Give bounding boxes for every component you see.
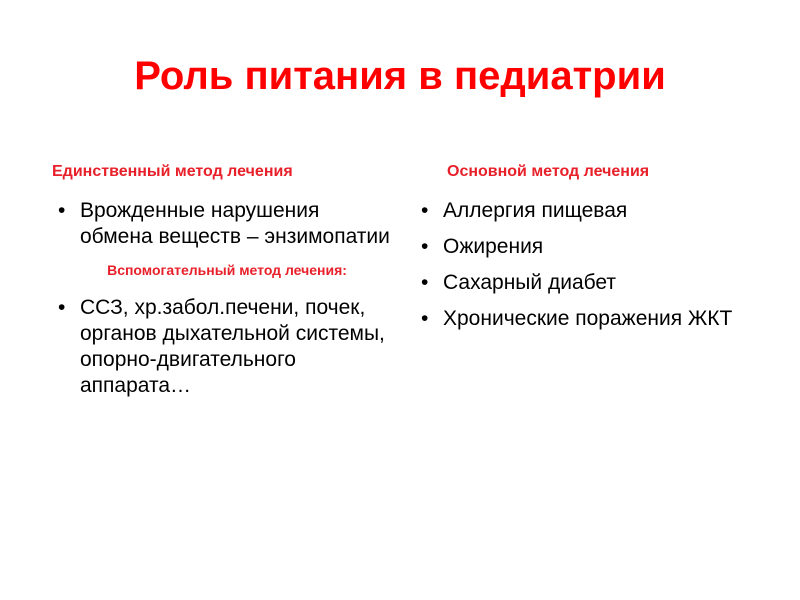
list-item bbox=[415, 306, 765, 332]
bullet-icon: • bbox=[421, 307, 429, 330]
list-item bbox=[415, 234, 765, 260]
list-item-text: Аллергия пищевая bbox=[443, 199, 628, 222]
list-item-text: Сахарный диабет bbox=[443, 271, 617, 294]
bullet-icon: • bbox=[421, 235, 429, 258]
left-sub-list bbox=[52, 295, 392, 399]
left-heading: Единственный метод лечения bbox=[52, 163, 293, 180]
bullet-icon: • bbox=[421, 199, 429, 222]
left-list bbox=[52, 198, 392, 250]
bullet-icon: • bbox=[421, 271, 429, 294]
list-item bbox=[52, 295, 392, 399]
list-item-text: Ожирения bbox=[443, 235, 544, 258]
list-item-text: Врожденные нарушения обмена веществ – энзимопатии bbox=[80, 199, 390, 248]
list-item-text: ССЗ, хр.забол.печени, почек, органов дыхательной системы, опорно-двигательного аппарата… bbox=[80, 296, 385, 397]
list-item bbox=[52, 198, 392, 250]
list-item bbox=[415, 270, 765, 296]
right-column bbox=[415, 160, 765, 342]
list-item-text: Хронические поражения ЖКТ bbox=[443, 307, 733, 330]
slide-title: Роль питания в педиатрии bbox=[134, 54, 666, 98]
bullet-icon: • bbox=[58, 296, 66, 319]
bullet-icon: • bbox=[58, 199, 66, 222]
right-heading: Основной метод лечения bbox=[447, 163, 650, 180]
list-item bbox=[415, 198, 765, 224]
left-column bbox=[52, 160, 392, 409]
left-subheading: Вспомогательный метод лечения: bbox=[107, 262, 347, 278]
right-list bbox=[415, 198, 765, 332]
